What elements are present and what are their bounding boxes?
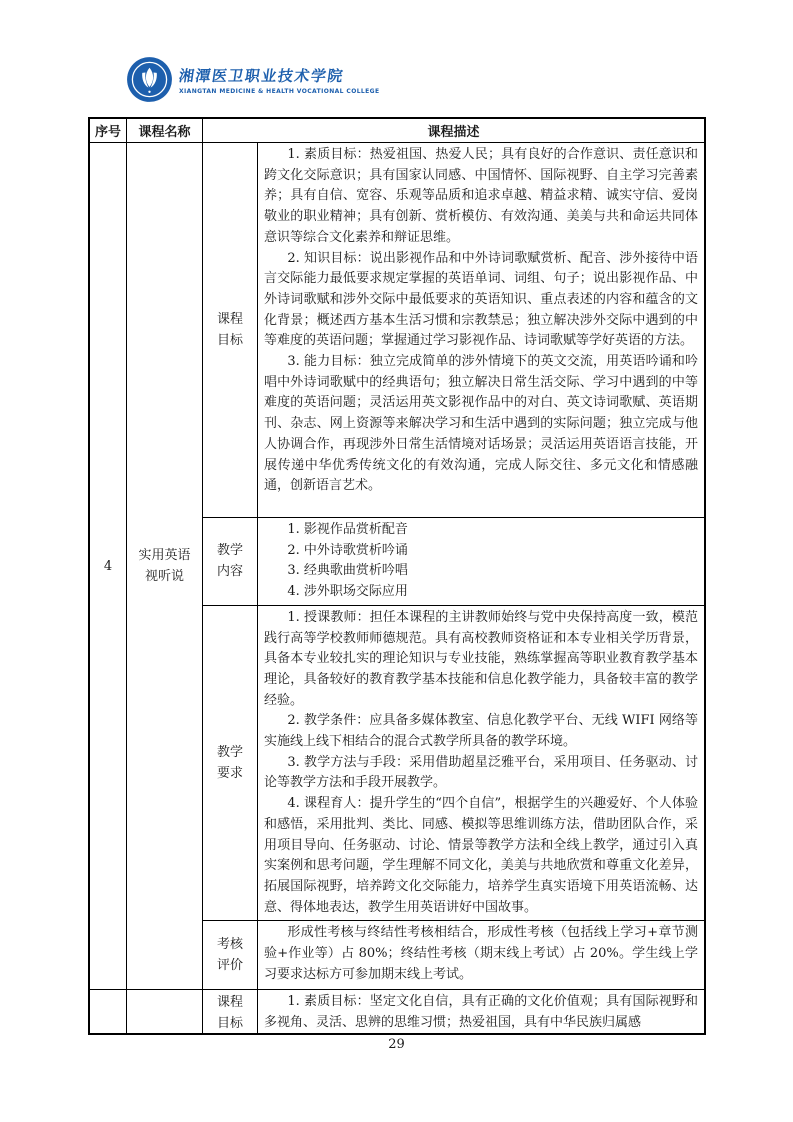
section-label-teaching-requirements: 教学要求 [203,606,258,921]
column-header-course-description: 课程描述 [427,125,480,140]
column-header-course-name: 课程名称 [127,119,203,142]
section-paragraph: 3. 经典歌曲赏析吟唱 [287,563,408,579]
section-course-objectives [203,143,704,518]
section-paragraph: 形成性考核与终结性考核相结合，形成性考核（包括线上学习+章节测验+作业等）占 80%；终结性考核（期末线上考试）占 20%。学生线上学习要求达标方可参加期末线上考试。 [264,925,698,982]
school-name-en: XIANGTAN MEDICINE & HEALTH VOCATIONAL COLLEGE [179,87,380,95]
section-content-assessment-evaluation [258,921,704,989]
section-content-teaching-content [258,518,704,605]
section-paragraph: 1. 影视作品赏析配音 [287,522,408,537]
section-course-objectives-next [203,990,704,1033]
course-description-cell [203,990,704,1033]
section-label-assessment-evaluation: 考核评价 [203,921,258,989]
page-number: 29 [388,1037,405,1052]
section-paragraph: 1. 素质目标：坚定文化自信，具有正确的文化价值观；具有国际视野和多视角、灵活、思辨的思维习惯；热爱祖国，具有中华民族归属感 [264,994,698,1031]
school-logo-text [179,65,379,95]
section-paragraph: 3. 教学方法与手段：采用借助超星泛雅平台，采用项目、任务驱动、讨论等教学方法和手段开展教学。 [264,754,698,791]
section-label-teaching-content: 教学内容 [203,518,258,605]
section-content-course-objectives-next [258,990,704,1033]
school-logo [126,56,379,103]
table-row-next-course [90,989,704,1033]
course-name-cell [127,143,203,989]
section-teaching-requirements [203,606,704,922]
course-number-cell: 4 [90,143,127,989]
section-paragraph: 3. 能力目标：独立完成简单的涉外情境下的英文交流，用英语吟诵和吟唱中外诗词歌赋中的经典语句；独立解决日常生活交际、学习中遇到的中等难度的英语问题；灵活运用英文影视作品中的对白、英文诗词歌赋、英语期刊、杂志、网上资源等来解决学习和生活中遇到的实际问题；独立完成与他人协调合作，再现涉外日常生活情境对话场景；灵活运用英语语言技能，开展传递中华优秀传统文化的有效沟通，完成人际交往、多元文化和情感融通，创新语言艺术。 [264,354,698,494]
course-description-table [88,117,706,1035]
section-label-course-objectives-next: 课程目标 [203,990,258,1033]
section-teaching-content [203,518,704,606]
school-emblem-icon [126,56,173,103]
column-header-number: 序号 [90,119,127,142]
course-description-cell [203,143,704,989]
table-header-row [90,119,704,143]
school-name-zh: 湘潭医卫职业技术学院 [177,66,346,85]
section-paragraph: 4. 涉外职场交际应用 [287,584,408,600]
section-label-course-objectives: 课程目标 [203,143,258,517]
section-paragraph: 4. 课程育人：提升学生的“四个自信”，根据学生的兴趣爱好、个人体验和感悟，采用批判、类比、同感、模拟等思维训练方法，借助团队合作，采用项目导向、任务驱动、讨论、情景等教学方法和全线上教学，通过引入真实案例和思考问题，学生理解不同文化，美美与共地欣赏和尊重文化差异，拓展国际视野，培养跨文化交际能力，培养学生真实语境下用英语流畅、达意、得体地表达，教学生用英语讲好中国故事。 [264,796,698,915]
course-name-text: 实用英语视听说 [138,548,191,585]
section-paragraph: 1. 授课教师：担任本课程的主讲教师始终与党中央保持高度一致，模范践行高等学校教师师德规范。具有高校教师资格证和本专业相关学历背景，具备本专业较扎实的理论知识与专业技能，熟练掌握高等职业教育教学基本理论，具备较好的教育教学基本技能和信息化教学能力，具备较丰富的教学经验。 [264,609,698,708]
table-row-course-4 [90,143,704,989]
section-paragraph: 2. 知识目标：说出影视作品和中外诗词歌赋赏析、配音、涉外接待中语言交际能力最低要求规定掌握的英语单词、词组、句子；说出影视作品、中外诗词歌赋和涉外交际中最低要求的英语知识、重点表述的内容和蕴含的文化背景；概述西方基本生活习惯和宗教禁忌；独立解决涉外交际中遇到的中等难度的英语问题；掌握通过学习影视作品、诗词歌赋等学好英语的方法。 [264,250,698,349]
section-assessment-evaluation [203,921,704,989]
section-paragraph: 2. 教学条件：应具备多媒体教室、信息化教学平台、无线 WIFI 网络等实施线上线下相结合的混合式教学所具备的教学环境。 [264,713,698,750]
section-paragraph: 2. 中外诗歌赏析吟诵 [287,542,408,558]
section-content-teaching-requirements [258,606,704,921]
section-content-course-objectives [258,143,704,517]
course-number-cell-empty [90,990,127,1033]
section-paragraph: 1. 素质目标：热爱祖国、热爱人民；具有良好的合作意识、责任意识和跨文化交际意识；具有国家认同感、中国情怀、国际视野、自主学习完善素养；具有自信、宽容、乐观等品质和追求卓越、精益求精、诚实守信、爱岗敬业的职业精神；具有创新、赏析模仿、有效沟通、美美与共和命运共同体意识等综合文化素养和辩证思维。 [264,147,698,245]
course-name-cell-empty [127,990,203,1033]
